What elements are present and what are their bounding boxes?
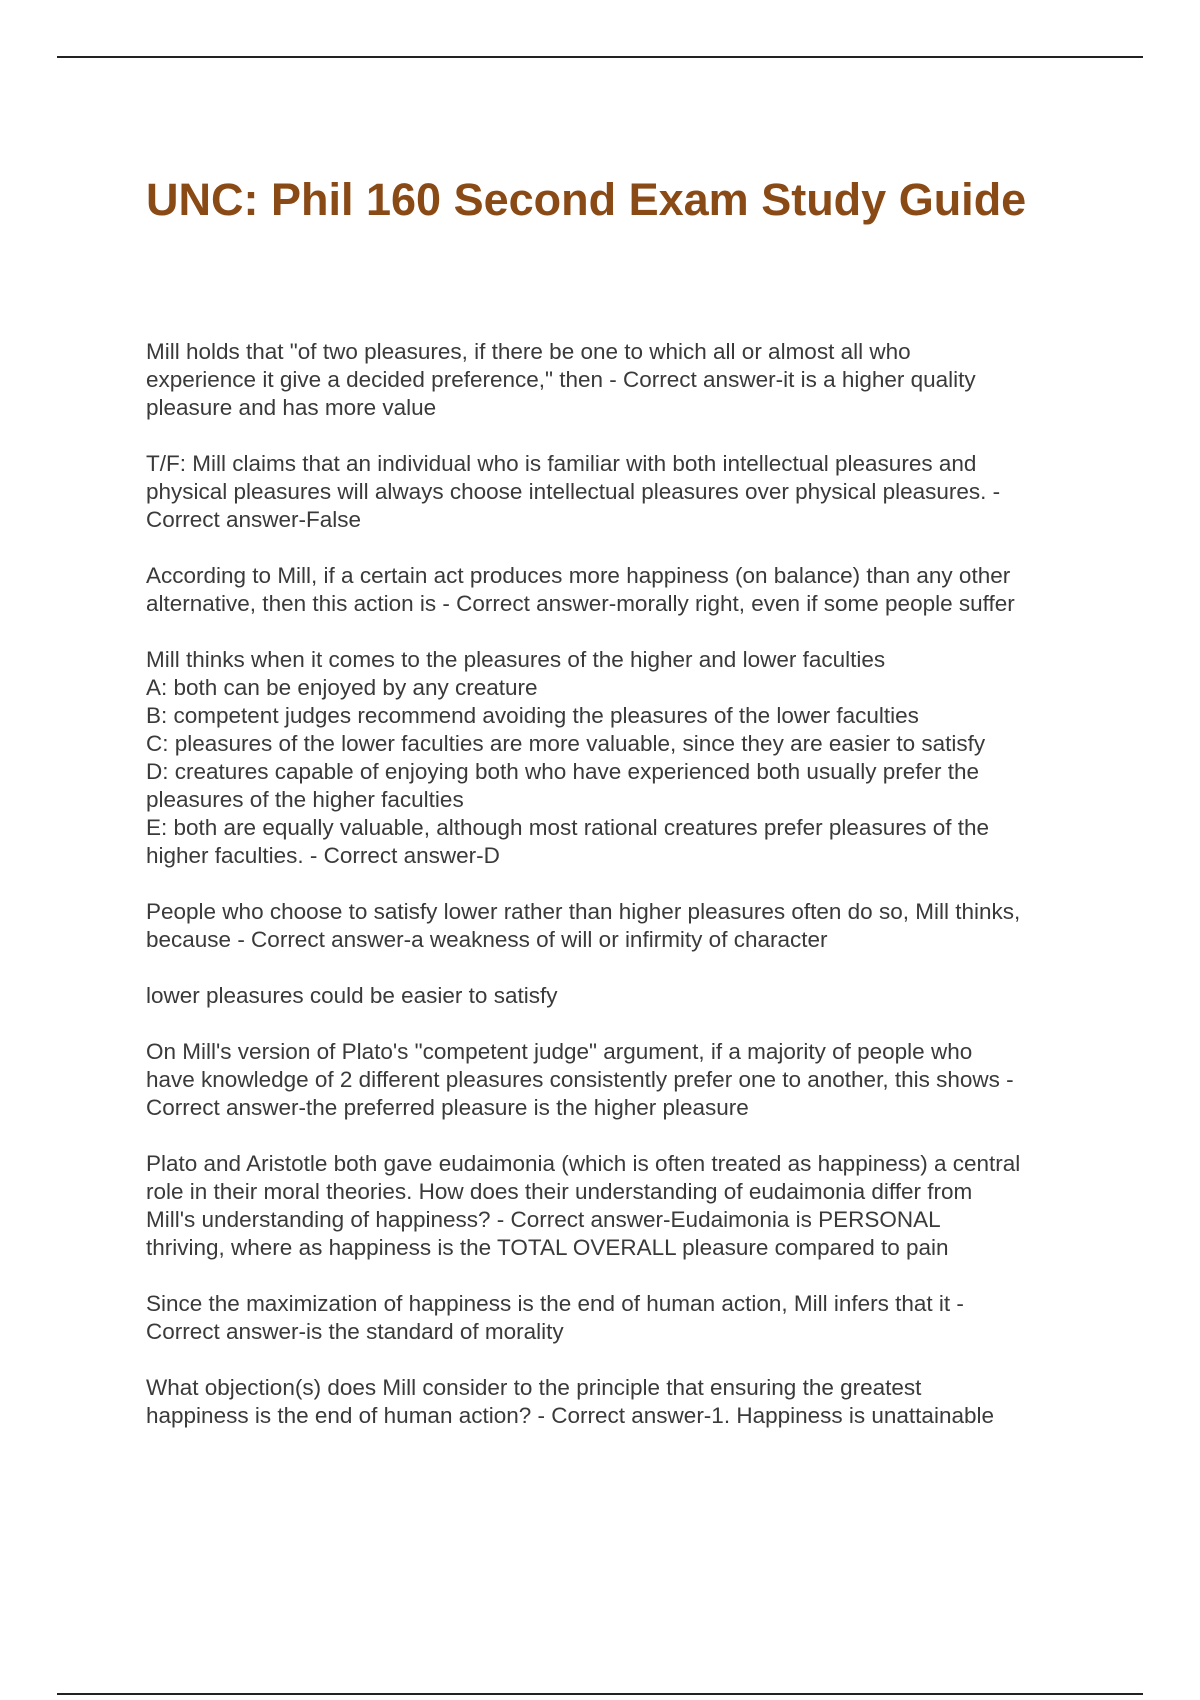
document-title: UNC: Phil 160 Second Exam Study Guide (146, 174, 1027, 225)
text-line: higher faculties. - Correct answer-D (146, 843, 500, 868)
text-line: People who choose to satisfy lower rather than higher pleasures often do so, Mill thinks, (146, 899, 1021, 924)
text-line: Correct answer-False (146, 507, 362, 532)
text-line: B: competent judges recommend avoiding the pleasures of the lower faculties (146, 703, 919, 728)
text-line: Since the maximization of happiness is the end of human action, Mill infers that it - (146, 1291, 964, 1316)
question-paragraph (146, 338, 1106, 422)
text-line: Mill's understanding of happiness? - Correct answer-Eudaimonia is PERSONAL (146, 1207, 941, 1232)
text-line: A: both can be enjoyed by any creature (146, 675, 538, 700)
text-line: E: both are equally valuable, although most rational creatures prefer pleasures of the (146, 815, 990, 840)
text-line: thriving, where as happiness is the TOTAL OVERALL pleasure compared to pain (146, 1235, 949, 1260)
text-line: C: pleasures of the lower faculties are more valuable, since they are easier to satisfy (146, 731, 986, 756)
text-line: D: creatures capable of enjoying both who have experienced both usually prefer the (146, 759, 980, 784)
text-line: happiness is the end of human action? - Correct answer-1. Happiness is unattainable (146, 1403, 994, 1428)
text-line: physical pleasures will always choose intellectual pleasures over physical pleasures. - (146, 479, 1001, 504)
text-line: Correct answer-the preferred pleasure is the higher pleasure (146, 1095, 749, 1120)
question-paragraph (146, 982, 1106, 1010)
bottom-rule (57, 1693, 1143, 1695)
text-line: because - Correct answer-a weakness of will or infirmity of character (146, 927, 828, 952)
text-line: have knowledge of 2 different pleasures consistently prefer one to another, this shows - (146, 1067, 1014, 1092)
text-line: alternative, then this action is - Correct answer-morally right, even if some people suffer (146, 591, 1015, 616)
question-paragraph (146, 1290, 1106, 1346)
question-paragraph (146, 450, 1106, 534)
text-line: On Mill's version of Plato's "competent judge" argument, if a majority of people who (146, 1039, 973, 1064)
text-line: What objection(s) does Mill consider to the principle that ensuring the greatest (146, 1375, 922, 1400)
text-line: lower pleasures could be easier to satisfy (146, 983, 558, 1008)
text-line: According to Mill, if a certain act produces more happiness (on balance) than any other (146, 563, 1011, 588)
text-line: pleasure and has more value (146, 395, 437, 420)
top-rule (57, 56, 1143, 58)
text-line: T/F: Mill claims that an individual who is familiar with both intellectual pleasures and (146, 451, 977, 476)
question-paragraph (146, 898, 1106, 954)
question-paragraph (146, 646, 1106, 870)
question-paragraph (146, 1150, 1106, 1262)
text-line: experience it give a decided preference," then - Correct answer-it is a higher quality (146, 367, 976, 392)
question-paragraph (146, 1038, 1106, 1122)
text-line: pleasures of the higher faculties (146, 787, 464, 812)
document-body (146, 338, 1106, 1458)
question-paragraph (146, 562, 1106, 618)
text-line: Plato and Aristotle both gave eudaimonia (which is often treated as happiness) a central (146, 1151, 1021, 1176)
question-paragraph (146, 1374, 1106, 1430)
text-line: Correct answer-is the standard of morality (146, 1319, 564, 1344)
text-line: Mill thinks when it comes to the pleasures of the higher and lower faculties (146, 647, 886, 672)
text-line: Mill holds that "of two pleasures, if there be one to which all or almost all who (146, 339, 911, 364)
text-line: role in their moral theories. How does their understanding of eudaimonia differ from (146, 1179, 973, 1204)
